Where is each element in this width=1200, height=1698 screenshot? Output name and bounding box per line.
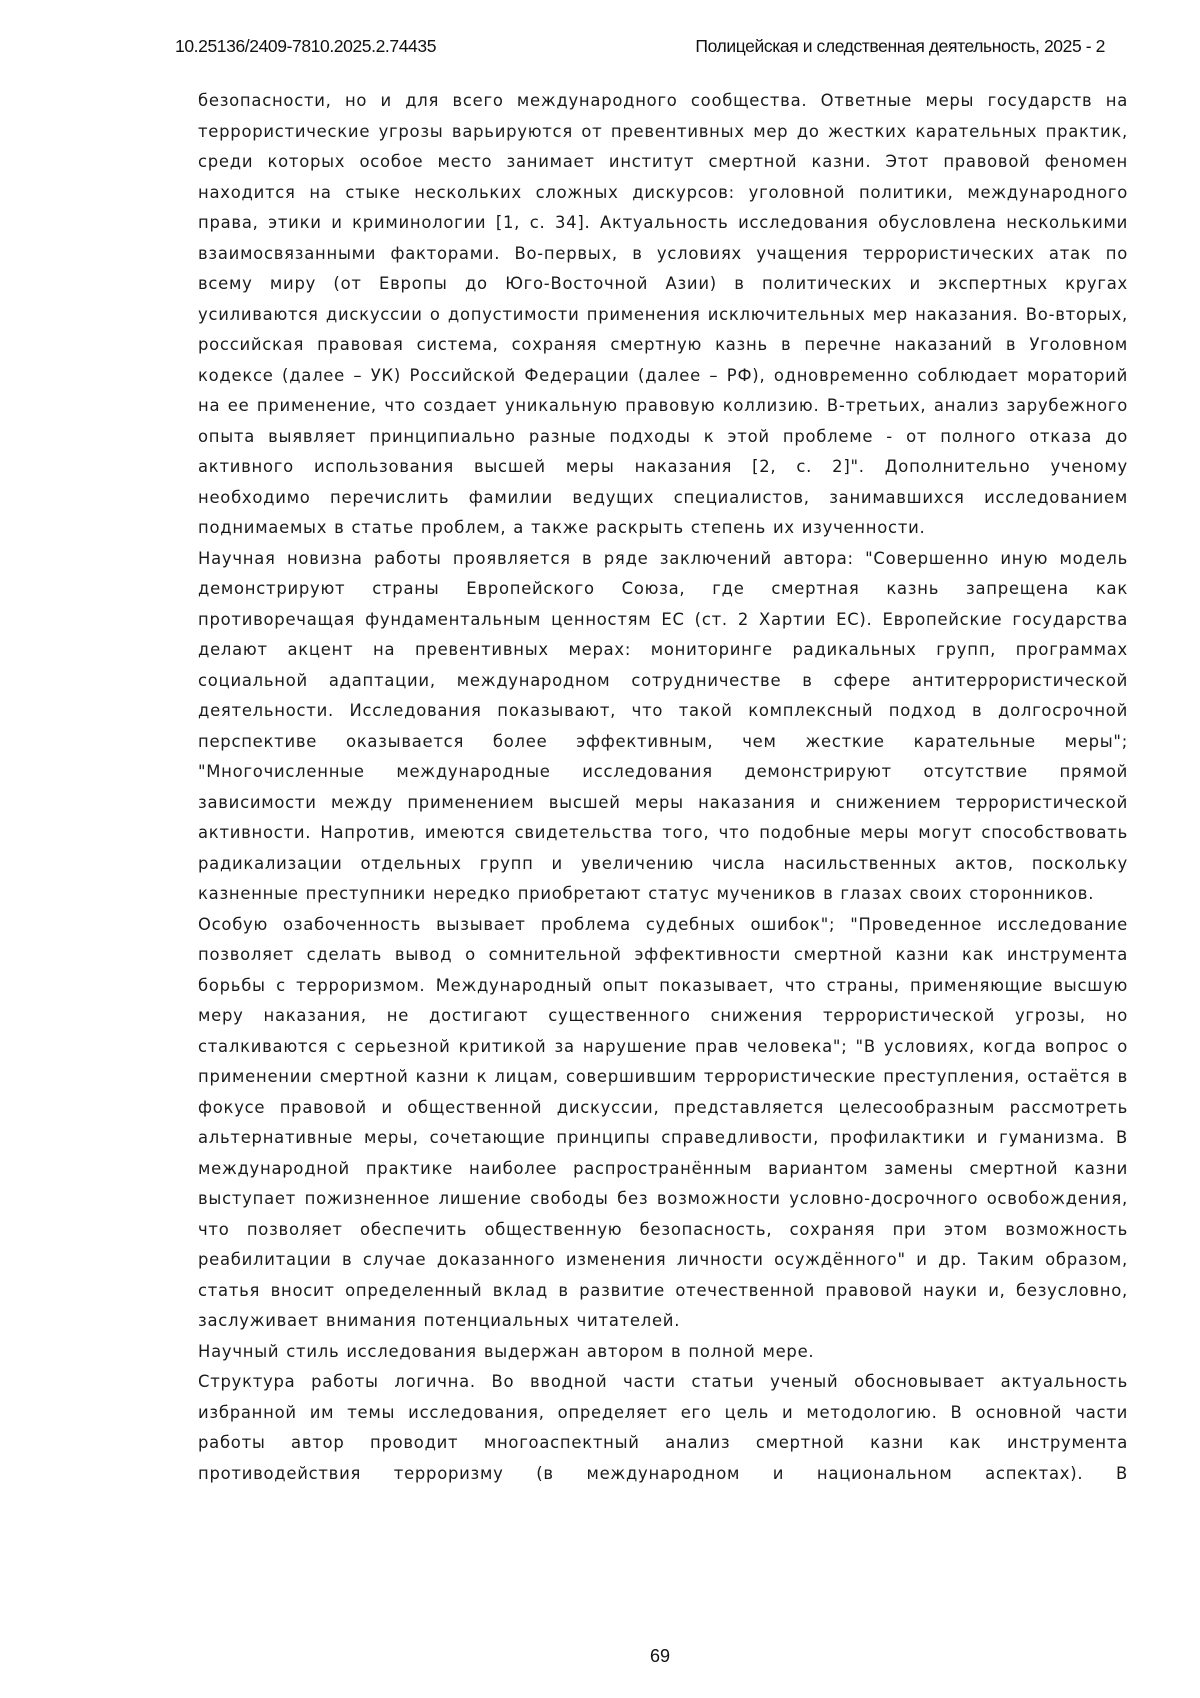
doi-label: 10.25136/2409-7810.2025.2.74435 [175,36,436,57]
journal-title: Полицейская и следственная деятельность, 2025 - 2 [695,36,1105,57]
paragraph-style: Научный стиль исследования выдержан автором в полной мере. [198,1337,1128,1368]
paragraph-structure: Структура работы логична. Во вводной части статьи ученый обосновывает актуальность избранной им темы исследования, определяет его цель и методологию. В основной части работы автор проводит многоаспектный анализ смертной казни как инструмента противодействия терроризму (в международном и национальном аспектах). В [198,1367,1128,1489]
paragraph-concerns: Особую озабоченность вызывает проблема судебных ошибок"; "Проведенное исследование позволяет сделать вывод о сомнительной эффективности смертной казни как инструмента борьбы с терроризмом. Международный опыт показывает, что страны, применяющие высшую меру наказания, не достигают существенного снижения террористической угрозы, но сталкиваются с серьезной критикой за нарушение прав человека"; "В условиях, когда вопрос о применении смертной казни к лицам, совершившим террористические преступления, остаётся в фокусе правовой и общественной дискуссии, представляется целесообразным рассмотреть альтернативные меры, сочетающие принципы справедливости, профилактики и гуманизма. В международной практике наиболее распространённым вариантом замены смертной казни выступает пожизненное лишение свободы без возможности условно-досрочного освобождения, что позволяет обеспечить общественную безопасность, сохраняя при этом возможность реабилитации в случае доказанного изменения личности осуждённого" и др. Таким образом, статья вносит определенный вклад в развитие отечественной правовой науки и, безусловно, заслуживает внимания потенциальных читателей. [198,910,1128,1337]
article-body [198,86,1128,1489]
paragraph-relevance: безопасности, но и для всего международного сообщества. Ответные меры государств на террористические угрозы варьируются от превентивных мер до жестких карательных практик, среди которых особое место занимает институт смертной казни. Этот правовой феномен находится на стыке нескольких сложных дискурсов: уголовной политики, международного права, этики и криминологии [1, с. 34]. Актуальность исследования обусловлена несколькими взаимосвязанными факторами. Во-первых, в условиях учащения террористических атак по всему миру (от Европы до Юго-Восточной Азии) в политических и экспертных кругах усиливаются дискуссии о допустимости применения исключительных мер наказания. Во-вторых, российская правовая система, сохраняя смертную казнь в перечне наказаний в Уголовном кодексе (далее – УК) Российской Федерации (далее – РФ), одновременно соблюдает мораторий на ее применение, что создает уникальную правовую коллизию. В-третьих, анализ зарубежного опыта выявляет принципиально разные подходы к этой проблеме - от полного отказа до активного использования высшей меры наказания [2, с. 2]". Дополнительно ученому необходимо перечислить фамилии ведущих специалистов, занимавшихся исследованием поднимаемых в статье проблем, а также раскрыть степень их изученности. [198,86,1128,544]
paragraph-novelty: Научная новизна работы проявляется в ряде заключений автора: "Совершенно иную модель демонстрируют страны Европейского Союза, где смертная казнь запрещена как противоречащая фундаментальным ценностям ЕС (ст. 2 Хартии ЕС). Европейские государства делают акцент на превентивных мерах: мониторинге радикальных групп, программах социальной адаптации, международном сотрудничестве в сфере антитеррористической деятельности. Исследования показывают, что такой комплексный подход в долгосрочной перспективе оказывается более эффективным, чем жесткие карательные меры"; "Многочисленные международные исследования демонстрируют отсутствие прямой зависимости между применением высшей меры наказания и снижением террористической активности. Напротив, имеются свидетельства того, что подобные меры могут способствовать радикализации отдельных групп и увеличению числа насильственных актов, поскольку казненные преступники нередко приобретают статус мучеников в глазах своих сторонников. [198,544,1128,910]
page-number: 69 [0,1646,1200,1667]
running-header [175,36,1105,60]
